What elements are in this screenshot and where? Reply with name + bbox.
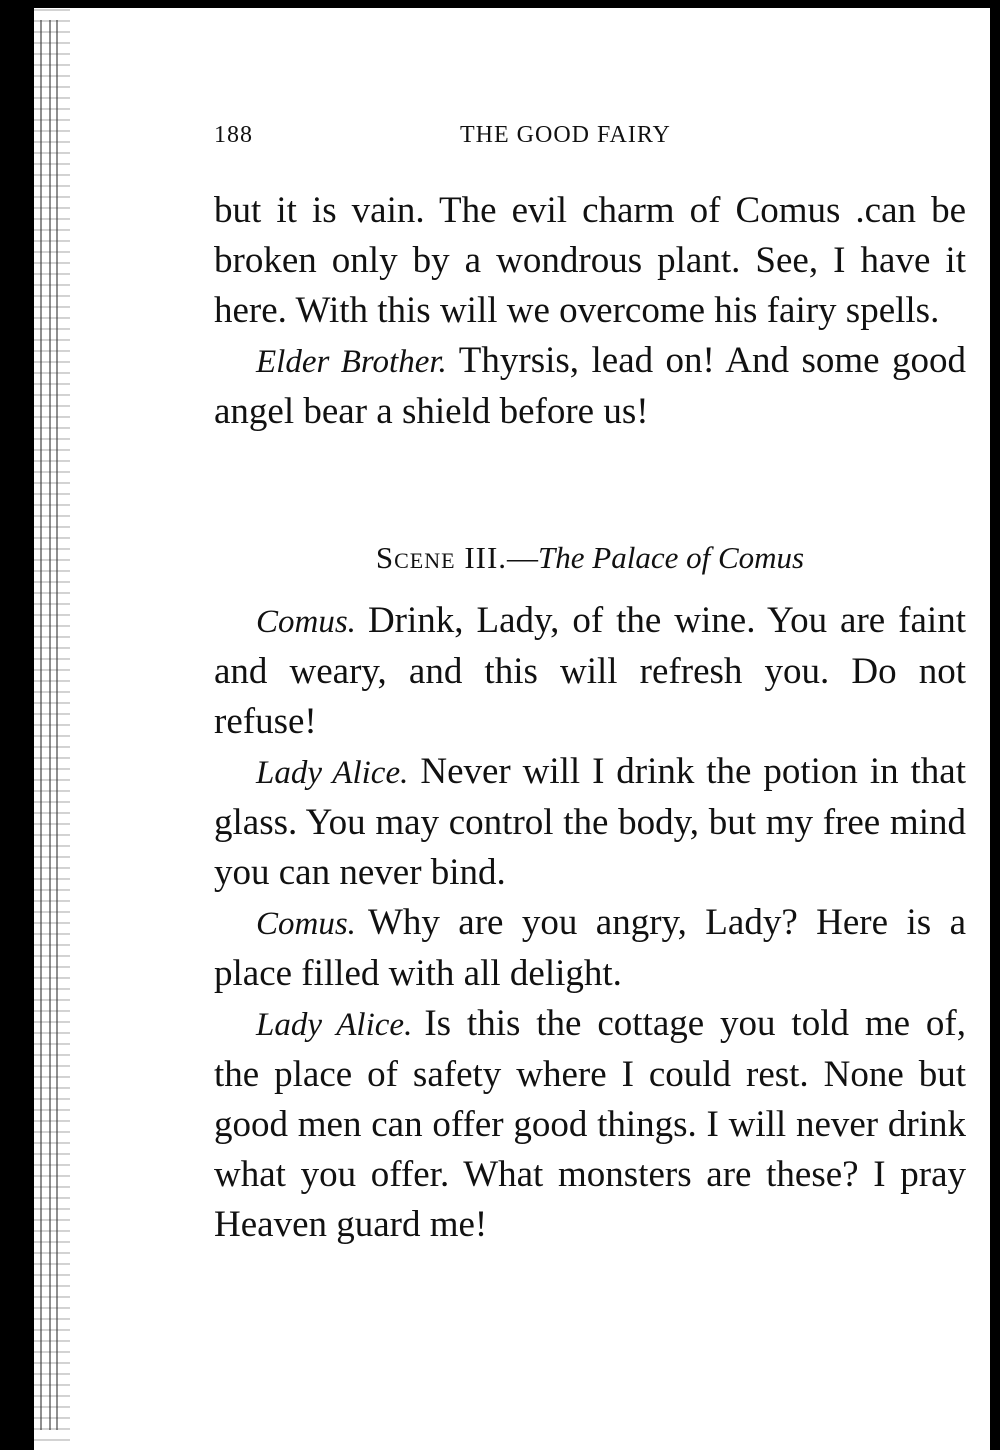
scan-left-edge bbox=[0, 0, 34, 1450]
scan-top-edge bbox=[0, 0, 1000, 8]
scan-right-edge bbox=[990, 0, 1000, 1450]
speech-paragraph bbox=[214, 999, 966, 1250]
speaker-name: Elder Brother. bbox=[256, 344, 447, 380]
speaker-name: Comus. bbox=[256, 604, 356, 640]
scene-title: The Palace of Comus bbox=[538, 540, 805, 575]
scene-label: Scene III. bbox=[375, 540, 508, 575]
opening-paragraph: but it is vain. The evil charm of Comus .can be broken only by a wondrous plant. See, I have it here. With this will we overcome his fairy spells. bbox=[214, 190, 966, 331]
speech-text: Drink, Lady, of the wine. You are faint and weary, and this will refresh you. Do not refuse! bbox=[214, 600, 966, 742]
gutter-line bbox=[40, 20, 42, 1430]
speech-text: Thyrsis, lead on! And some good angel bear a shield before us! bbox=[214, 340, 966, 432]
speech-text: Is this the cottage you told me of, the place of safety where I could rest. None but good men can offer good things. I will never drink what you offer. What monsters are these? I pray Heaven guard me! bbox=[214, 1003, 966, 1245]
text-block-2 bbox=[214, 596, 966, 1250]
gutter-line bbox=[49, 20, 51, 1430]
speaker-name: Lady Alice. bbox=[256, 1007, 413, 1043]
gutter-line bbox=[56, 20, 58, 1430]
scene-heading bbox=[214, 536, 966, 580]
speaker-name: Comus. bbox=[256, 906, 356, 942]
speech-paragraph bbox=[214, 596, 966, 747]
speaker-name: Lady Alice. bbox=[256, 755, 409, 791]
text-block-1 bbox=[214, 186, 966, 437]
speech-text: Never will I drink the potion in that glass. You may control the body, but my free mind you can never bind. bbox=[214, 751, 966, 893]
binding-gutter bbox=[34, 0, 70, 1450]
running-head bbox=[214, 122, 966, 162]
speech-paragraph bbox=[214, 747, 966, 898]
page-number: 188 bbox=[214, 122, 253, 148]
speech-paragraph bbox=[214, 898, 966, 999]
scene-separator: — bbox=[507, 540, 539, 575]
running-title: THE GOOD FAIRY bbox=[460, 122, 671, 148]
speech-paragraph bbox=[214, 336, 966, 437]
speech-text: Why are you angry, Lady? Here is a place filled with all delight. bbox=[214, 902, 966, 994]
